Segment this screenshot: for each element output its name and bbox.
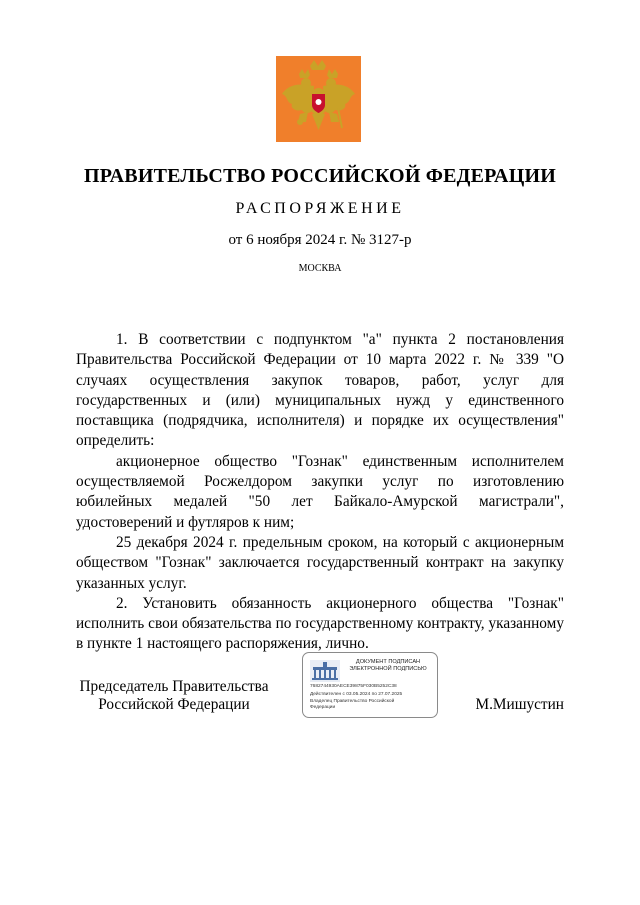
stamp-validity: Действителен с 03.05.2024 по 27.07.2025 [310,692,403,697]
electronic-signature-stamp [302,652,438,718]
stamp-owner-line-2: Федерации [310,705,336,710]
stamp-heading: ДОКУМЕНТ ПОДПИСАН ЭЛЕКТРОННОЙ ПОДПИСЬЮ [349,659,427,672]
position-line-1: Председатель Правительства [79,678,269,695]
paragraph-1: 1. В соответствии с подпунктом "а" пункта 2 постановления Правительства Российской Федерации от 10 марта 2022 г. № 339 "О случаях осуществления закупок товаров, работ, услуг для государственных и (или) муниципальных нужд у единственного поставщика (подрядчика, исполнителя) и порядке их осуществления" определить: [76,331,564,450]
signatory-name: М.Мишустин [475,696,564,713]
double-headed-eagle-icon [276,56,361,142]
stamp-certificate: 7682744930AECE39875F030B5252C38 [310,684,397,689]
paragraph-4: 2. Установить обязанность акционерного общества "Гознак" исполнить свои обязательства по государственному контракту, указанному в пункте 1 настоящего распоряжения, лично. [76,594,564,653]
paragraph-2: акционерное общество "Гознак" единственным исполнителем осуществляемой Росжелдором закупки услуг по изготовлению юбилейных медалей "50 лет Байкало-Амурской магистрали", удостоверений и футляров к ним; [76,452,564,531]
document-date-number: от 6 ноября 2024 г. № 3127-р [228,232,412,248]
document-type: РАСПОРЯЖЕНИЕ [235,200,405,217]
signatory-position [74,678,274,714]
government-title: ПРАВИТЕЛЬСТВО РОССИЙСКОЙ ФЕДЕРАЦИИ [84,165,556,187]
paragraph-3: 25 декабря 2024 г. предельным сроком, на который с акционерным обществом "Гознак" заключается государственный контракт на закупку указанных услуг. [76,533,564,592]
government-building-icon [310,660,340,682]
document-body [76,330,564,655]
coat-of-arms-emblem [276,56,361,142]
stamp-owner-line-1: Владелец Правительство Российской [310,699,395,704]
position-line-2: Российской Федерации [98,696,250,713]
document-place: МОСКВА [298,263,342,274]
